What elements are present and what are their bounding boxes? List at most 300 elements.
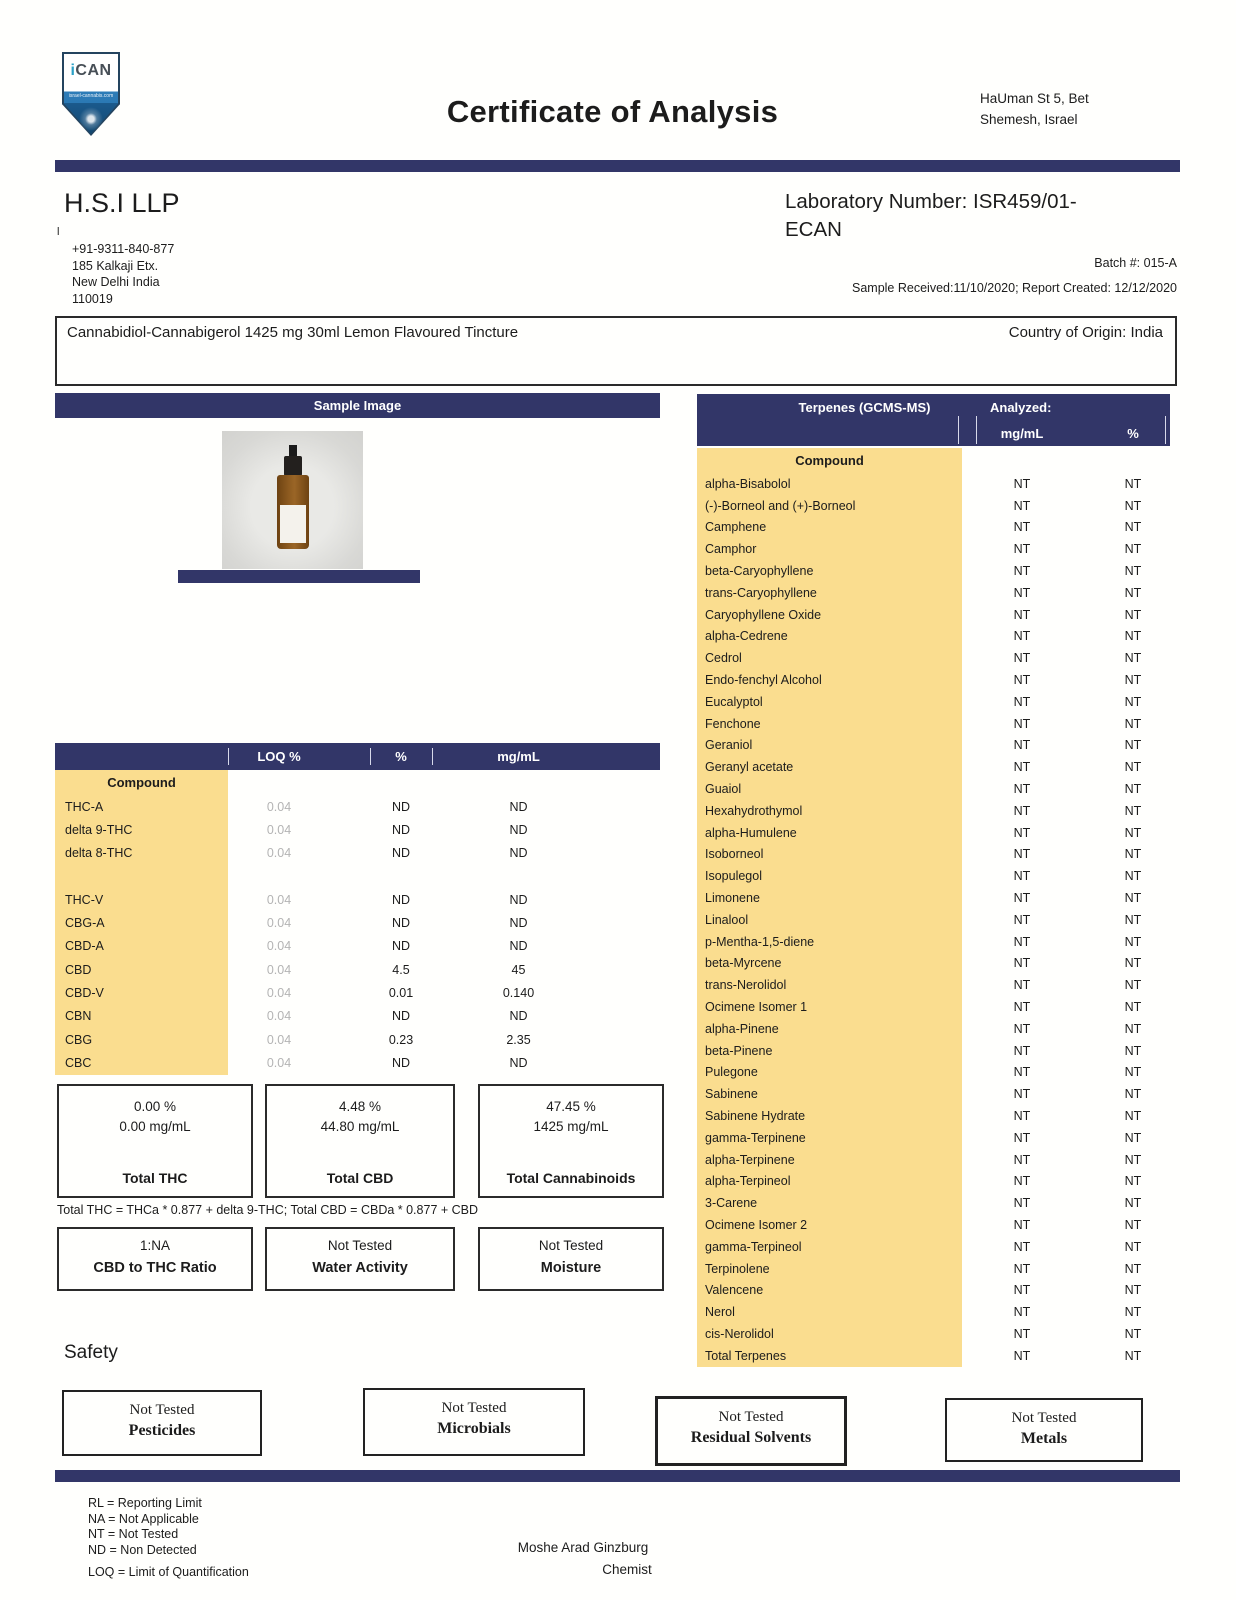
mgml-value: NT (1013, 673, 1031, 688)
percent-value: NT (1124, 1196, 1142, 1211)
compound-name: CBD (55, 958, 228, 981)
total-cannabinoids-label: Total Cannabinoids (506, 1170, 636, 1186)
logo-starburst-icon (79, 107, 103, 131)
terpene-row (697, 691, 1170, 713)
terpene-row (697, 1258, 1170, 1280)
terpenes-table-header (697, 394, 1170, 446)
residual-solvents-label: Residual Solvents (690, 1429, 812, 1446)
percent-value: NT (1124, 869, 1142, 884)
percent-value: NT (1124, 1217, 1142, 1232)
terpene-row (697, 865, 1170, 887)
header-separator (976, 416, 977, 444)
total-cannabinoids-percent: 47.45 % (546, 1099, 596, 1114)
compound-name: CBC (55, 1051, 228, 1074)
percent-value: NT (1124, 1152, 1142, 1167)
bottle-label (280, 505, 306, 543)
cbd-thc-ratio-label: CBD to THC Ratio (93, 1260, 217, 1276)
mgml-value: NT (1013, 564, 1031, 579)
terpene-row (697, 495, 1170, 517)
terpene-row (697, 1236, 1170, 1258)
total-cbd-mgml: 44.80 mg/mL (320, 1119, 400, 1134)
terpene-name: alpha-Terpineol (697, 1171, 962, 1193)
cbd-thc-ratio-value: 1:NA (139, 1238, 170, 1253)
terpene-row (697, 931, 1170, 953)
header-divider (55, 160, 1180, 172)
sample-image-footer-bar (178, 570, 420, 583)
terpene-name: trans-Caryophyllene (697, 582, 962, 604)
mgml-value: ND (509, 1055, 528, 1070)
terpene-row (697, 1149, 1170, 1171)
terpene-row (697, 604, 1170, 626)
moisture-box (478, 1227, 664, 1291)
mgml-value: NT (1013, 607, 1031, 622)
mgml-value: NT (1013, 585, 1031, 600)
terpene-row (697, 756, 1170, 778)
terpene-row (697, 735, 1170, 757)
percent-value: NT (1124, 716, 1142, 731)
terpenes-title: Terpenes (GCMS-MS) (798, 400, 931, 415)
client-company-name: H.S.I LLP (64, 188, 180, 218)
product-name: Cannabidiol-Cannabigerol 1425 mg 30ml Lemon Flavoured Tincture (67, 324, 519, 341)
terpene-name: Fenchone (697, 713, 962, 735)
terpene-compound-header: Compound (697, 448, 962, 473)
terpene-name: Hexahydrothymol (697, 800, 962, 822)
mgml-value: NT (1013, 1326, 1031, 1341)
mgml-value: NT (1013, 716, 1031, 731)
percent-value: NT (1124, 1305, 1142, 1320)
terpene-name: Ocimene Isomer 2 (697, 1214, 962, 1236)
percent-value: NT (1124, 825, 1142, 840)
mgml-value: NT (1013, 1348, 1031, 1363)
terpene-row (697, 1192, 1170, 1214)
percent-value: NT (1124, 1174, 1142, 1189)
lab-address (980, 88, 1089, 130)
terpene-row (697, 1323, 1170, 1345)
terpene-name: Ocimene Isomer 1 (697, 996, 962, 1018)
terpene-row (697, 1105, 1170, 1127)
percent-value: NT (1124, 585, 1142, 600)
terpene-row (697, 1301, 1170, 1323)
percent-value: ND (391, 916, 411, 931)
metals-label: Metals (1020, 1430, 1068, 1447)
percent-value: NT (1124, 1326, 1142, 1341)
percent-value: ND (391, 846, 411, 861)
mgml-value: 0.140 (502, 986, 535, 1001)
cannabinoid-row (55, 888, 660, 911)
terpene-name: Endo-fenchyl Alcohol (697, 669, 962, 691)
mgml-value: ND (509, 799, 528, 814)
percent-value: 0.23 (388, 1032, 414, 1047)
terpene-row (697, 713, 1170, 735)
mgml-value: NT (1013, 847, 1031, 862)
cannabinoid-row (55, 1051, 660, 1074)
cannabinoid-row (55, 958, 660, 981)
moisture-value: Not Tested (538, 1238, 604, 1253)
percent-value: 4.5 (392, 962, 410, 977)
terpene-name: alpha-Pinene (697, 1018, 962, 1040)
metals-status: Not Tested (1011, 1410, 1077, 1426)
mgml-value: NT (1013, 825, 1031, 840)
terpene-name: 3-Carene (697, 1192, 962, 1214)
terpene-name: gamma-Terpineol (697, 1236, 962, 1258)
terpene-name: Camphor (697, 538, 962, 560)
footer-divider (55, 1470, 1180, 1482)
pesticides-label: Pesticides (128, 1422, 196, 1439)
mgml-value: NT (1013, 520, 1031, 535)
cannabinoid-rows (55, 795, 660, 1075)
product-box (55, 316, 1177, 386)
percent-value: 0.01 (388, 986, 414, 1001)
terpene-row (697, 887, 1170, 909)
total-thc-box (57, 1084, 253, 1198)
percent-value: NT (1124, 912, 1142, 927)
mgml-value: NT (1013, 476, 1031, 491)
compound-name: CBG (55, 1028, 228, 1051)
terpene-rows (697, 473, 1170, 1367)
loq-value: 0.04 (266, 1055, 292, 1070)
stray-mark: l (57, 226, 60, 238)
terpene-column-percent: % (1127, 426, 1139, 441)
terpene-name: p-Mentha-1,5-diene (697, 931, 962, 953)
cannabinoid-row (55, 911, 660, 934)
cannabinoid-table-header (55, 743, 660, 770)
microbials-box (363, 1388, 585, 1456)
terpene-name: beta-Pinene (697, 1040, 962, 1062)
mgml-value: 2.35 (506, 1032, 531, 1047)
percent-value: ND (391, 1055, 411, 1070)
terpene-name: gamma-Terpinene (697, 1127, 962, 1149)
percent-value: NT (1124, 1087, 1142, 1102)
logo-letter-i: i (70, 62, 76, 79)
terpene-row (697, 1040, 1170, 1062)
tincture-bottle-photo (222, 431, 363, 569)
terpene-row (697, 1018, 1170, 1040)
terpene-name: alpha-Bisabolol (697, 473, 962, 495)
percent-value: NT (1124, 542, 1142, 557)
mgml-value: NT (1013, 869, 1031, 884)
cbd-thc-ratio-box (57, 1227, 253, 1291)
mgml-value: NT (1013, 1065, 1031, 1080)
client-address2: New Delhi India (72, 275, 160, 289)
mgml-value: ND (509, 822, 528, 837)
legend-rl: RL = Reporting Limit (88, 1496, 202, 1510)
analyzed-label: Analyzed: (990, 400, 1052, 415)
total-thc-mgml: 0.00 mg/mL (119, 1119, 191, 1134)
terpene-name: Sabinene Hydrate (697, 1105, 962, 1127)
laboratory-number (785, 188, 1077, 244)
mgml-value: NT (1013, 912, 1031, 927)
percent-value: ND (391, 939, 411, 954)
mgml-value: ND (509, 939, 528, 954)
mgml-value: NT (1013, 1021, 1031, 1036)
mgml-value: NT (1013, 1130, 1031, 1145)
terpene-name: Sabinene (697, 1083, 962, 1105)
percent-value: NT (1124, 476, 1142, 491)
mgml-value: NT (1013, 891, 1031, 906)
abbreviation-legend (88, 1496, 249, 1581)
mgml-value: ND (509, 1009, 528, 1024)
percent-value: NT (1124, 1261, 1142, 1276)
mgml-value: NT (1013, 1217, 1031, 1232)
mgml-value: ND (509, 916, 528, 931)
mgml-value: NT (1013, 1305, 1031, 1320)
loq-value: 0.04 (266, 939, 292, 954)
cannabinoid-row (55, 818, 660, 841)
terpene-name: alpha-Humulene (697, 822, 962, 844)
mgml-value: NT (1013, 956, 1031, 971)
terpene-name: Cedrol (697, 647, 962, 669)
total-cannabinoids-box (478, 1084, 664, 1198)
safety-heading: Safety (64, 1342, 118, 1363)
compound-name: CBD-A (55, 935, 228, 958)
loq-value: 0.04 (266, 986, 292, 1001)
mgml-value: NT (1013, 934, 1031, 949)
terpene-row (697, 560, 1170, 582)
total-cbd-box (265, 1084, 455, 1198)
percent-value: NT (1124, 978, 1142, 993)
mgml-value: NT (1013, 1261, 1031, 1276)
terpene-row (697, 844, 1170, 866)
terpene-name: Isopulegol (697, 865, 962, 887)
percent-value: ND (391, 822, 411, 837)
mgml-value: NT (1013, 498, 1031, 513)
percent-value: NT (1124, 891, 1142, 906)
legend-loq: LOQ = Limit of Quantification (88, 1565, 249, 1579)
terpene-column-mgml: mg/mL (1000, 426, 1044, 441)
terpene-name: Linalool (697, 909, 962, 931)
percent-value (370, 865, 432, 888)
compound-name: delta 8-THC (55, 842, 228, 865)
terpene-name: (-)-Borneol and (+)-Borneol (697, 495, 962, 517)
total-thc-percent: 0.00 % (133, 1099, 177, 1114)
percent-value: NT (1124, 607, 1142, 622)
loq-value: 0.04 (266, 1009, 292, 1024)
mgml-value: NT (1013, 1174, 1031, 1189)
loq-value: 0.04 (266, 892, 292, 907)
terpene-row (697, 582, 1170, 604)
mgml-value: NT (1013, 1000, 1031, 1015)
header-separator (958, 416, 959, 444)
client-contact-block (72, 241, 174, 307)
dropper-cap-icon (284, 456, 302, 476)
terpene-row (697, 953, 1170, 975)
terpene-name: Pulegone (697, 1062, 962, 1084)
terpene-row (697, 1171, 1170, 1193)
percent-value: NT (1124, 1348, 1142, 1363)
terpene-row (697, 669, 1170, 691)
percent-value: NT (1124, 782, 1142, 797)
lab-address-line2: Shemesh, Israel (980, 112, 1078, 127)
mgml-value: NT (1013, 1283, 1031, 1298)
percent-value: NT (1124, 1021, 1142, 1036)
batch-number: Batch #: 015-A (1094, 256, 1177, 270)
water-activity-label: Water Activity (312, 1260, 408, 1276)
terpene-name: Caryophyllene Oxide (697, 604, 962, 626)
legend-na: NA = Not Applicable (88, 1511, 199, 1526)
percent-value: ND (391, 1009, 411, 1024)
terpene-row (697, 1127, 1170, 1149)
terpene-name: Camphene (697, 517, 962, 539)
total-thc-label: Total THC (122, 1170, 188, 1186)
column-header-loq: LOQ % (228, 743, 370, 770)
mgml-value: NT (1013, 782, 1031, 797)
terpene-row (697, 626, 1170, 648)
cannabinoid-row (55, 1028, 660, 1051)
percent-value: NT (1124, 1130, 1142, 1145)
terpene-name: Terpinolene (697, 1258, 962, 1280)
client-phone: +91-9311-840-877 (72, 242, 175, 256)
cannabinoid-row (55, 1005, 660, 1028)
microbials-label: Microbials (437, 1420, 511, 1437)
mgml-value: NT (1013, 1043, 1031, 1058)
logo-subtext: israel-cannabis.com (68, 93, 114, 99)
sample-image-header: Sample Image (55, 393, 660, 418)
percent-value: NT (1124, 956, 1142, 971)
percent-value: NT (1124, 651, 1142, 666)
mgml-value: NT (1013, 803, 1031, 818)
mgml-value: ND (509, 846, 528, 861)
terpene-row (697, 473, 1170, 495)
percent-value: NT (1124, 1043, 1142, 1058)
mgml-value: NT (1013, 1196, 1031, 1211)
terpene-row (697, 1214, 1170, 1236)
microbials-status: Not Tested (441, 1400, 507, 1416)
signatory-title: Chemist (602, 1562, 652, 1577)
terpene-name: beta-Caryophyllene (697, 560, 962, 582)
mgml-value: NT (1013, 1087, 1031, 1102)
mgml-value: NT (1013, 1109, 1031, 1123)
client-zip: 110019 (72, 291, 113, 306)
terpene-name: Isoborneol (697, 844, 962, 866)
terpene-row (697, 909, 1170, 931)
percent-value: ND (391, 892, 411, 907)
percent-value: NT (1124, 564, 1142, 579)
percent-value: NT (1124, 498, 1142, 513)
cannabinoid-row (55, 935, 660, 958)
mgml-value: NT (1013, 1152, 1031, 1167)
terpene-row (697, 1062, 1170, 1084)
compound-name: CBD-V (55, 981, 228, 1004)
loq-value: 0.04 (266, 1032, 292, 1047)
page-title: Certificate of Analysis (446, 94, 779, 129)
lab-address-line1: HaUman St 5, Bet (980, 91, 1089, 106)
percent-value: NT (1124, 803, 1142, 818)
terpene-row (697, 1279, 1170, 1301)
percent-value: NT (1124, 738, 1142, 753)
terpene-name: alpha-Cedrene (697, 626, 962, 648)
mgml-value: NT (1013, 694, 1031, 709)
percent-value: NT (1124, 1239, 1142, 1254)
water-activity-value: Not Tested (327, 1238, 393, 1253)
terpene-row (697, 1345, 1170, 1367)
column-header-mgml: mg/mL (432, 743, 660, 770)
terpene-row (697, 996, 1170, 1018)
cannabinoid-row (55, 865, 660, 888)
residual-solvents-status: Not Tested (718, 1409, 784, 1425)
logo-wordmark (62, 62, 120, 80)
mgml-value: NT (1013, 978, 1031, 993)
legend-nt: NT = Not Tested (88, 1527, 179, 1541)
terpene-row (697, 800, 1170, 822)
terpene-row (697, 517, 1170, 539)
compound-name (55, 865, 228, 888)
percent-value: NT (1124, 520, 1142, 535)
total-cbd-percent: 4.48 % (338, 1099, 382, 1114)
loq-value: 0.04 (266, 799, 292, 814)
totals-formula-note: Total THC = THCa * 0.877 + delta 9-THC; Total CBD = CBDa * 0.877 + CBD (57, 1203, 479, 1217)
cannabinoid-row (55, 981, 660, 1004)
loq-value: 0.04 (266, 916, 292, 931)
legend-nd: ND = Non Detected (88, 1542, 197, 1557)
logo-letters-can: CAN (75, 62, 112, 79)
percent-value: NT (1124, 629, 1142, 644)
compound-name: THC-A (55, 795, 228, 818)
terpene-row (697, 538, 1170, 560)
pesticides-status: Not Tested (129, 1402, 195, 1418)
header-separator (1165, 416, 1166, 444)
signatory-name: Moshe Arad Ginzburg (517, 1540, 649, 1555)
mgml-value: NT (1013, 542, 1031, 557)
mgml-value: ND (509, 892, 528, 907)
terpene-row (697, 647, 1170, 669)
cannabinoid-header-spacer (55, 743, 228, 770)
percent-value: NT (1124, 673, 1142, 688)
ican-shield-logo (62, 52, 120, 136)
percent-value: ND (391, 799, 411, 814)
mgml-value: NT (1013, 760, 1031, 775)
mgml-value: NT (1013, 651, 1031, 666)
residual-solvents-box (655, 1396, 847, 1466)
percent-value: NT (1124, 1283, 1142, 1298)
terpene-name: Geranyl acetate (697, 756, 962, 778)
client-address1: 185 Kalkaji Etx. (72, 258, 159, 273)
compound-name: delta 9-THC (55, 818, 228, 841)
loq-value: 0.04 (266, 962, 292, 977)
terpene-name: Guaiol (697, 778, 962, 800)
percent-value: NT (1124, 1065, 1142, 1080)
loq-value: 0.04 (266, 846, 292, 861)
laboratory-number-line1: Laboratory Number: ISR459/01- (785, 190, 1077, 213)
terpene-name: Valencene (697, 1279, 962, 1301)
column-header-percent: % (370, 743, 432, 770)
terpene-name: Eucalyptol (697, 691, 962, 713)
compound-name: CBN (55, 1005, 228, 1028)
percent-value: NT (1124, 847, 1142, 862)
moisture-label: Moisture (540, 1260, 602, 1276)
terpene-row (697, 974, 1170, 996)
terpene-name: Geraniol (697, 735, 962, 757)
terpene-name: Nerol (697, 1301, 962, 1323)
terpene-row (697, 1083, 1170, 1105)
cannabinoid-compound-header: Compound (55, 770, 228, 795)
terpene-name: cis-Nerolidol (697, 1323, 962, 1345)
pesticides-box (62, 1390, 262, 1456)
cannabinoid-row (55, 795, 660, 818)
compound-name: THC-V (55, 888, 228, 911)
mgml-value: NT (1013, 629, 1031, 644)
total-cbd-label: Total CBD (326, 1170, 394, 1186)
terpene-name: Total Terpenes (697, 1345, 962, 1367)
mgml-value: NT (1013, 1239, 1031, 1254)
terpene-name: beta-Myrcene (697, 953, 962, 975)
percent-value: NT (1124, 934, 1142, 949)
compound-name: CBG-A (55, 911, 228, 934)
dates-line: Sample Received:11/10/2020; Report Created: 12/12/2020 (852, 281, 1177, 295)
percent-value: NT (1124, 1000, 1142, 1015)
total-cannabinoids-mgml: 1425 mg/mL (533, 1119, 609, 1134)
percent-value: NT (1124, 694, 1142, 709)
water-activity-box (265, 1227, 455, 1291)
